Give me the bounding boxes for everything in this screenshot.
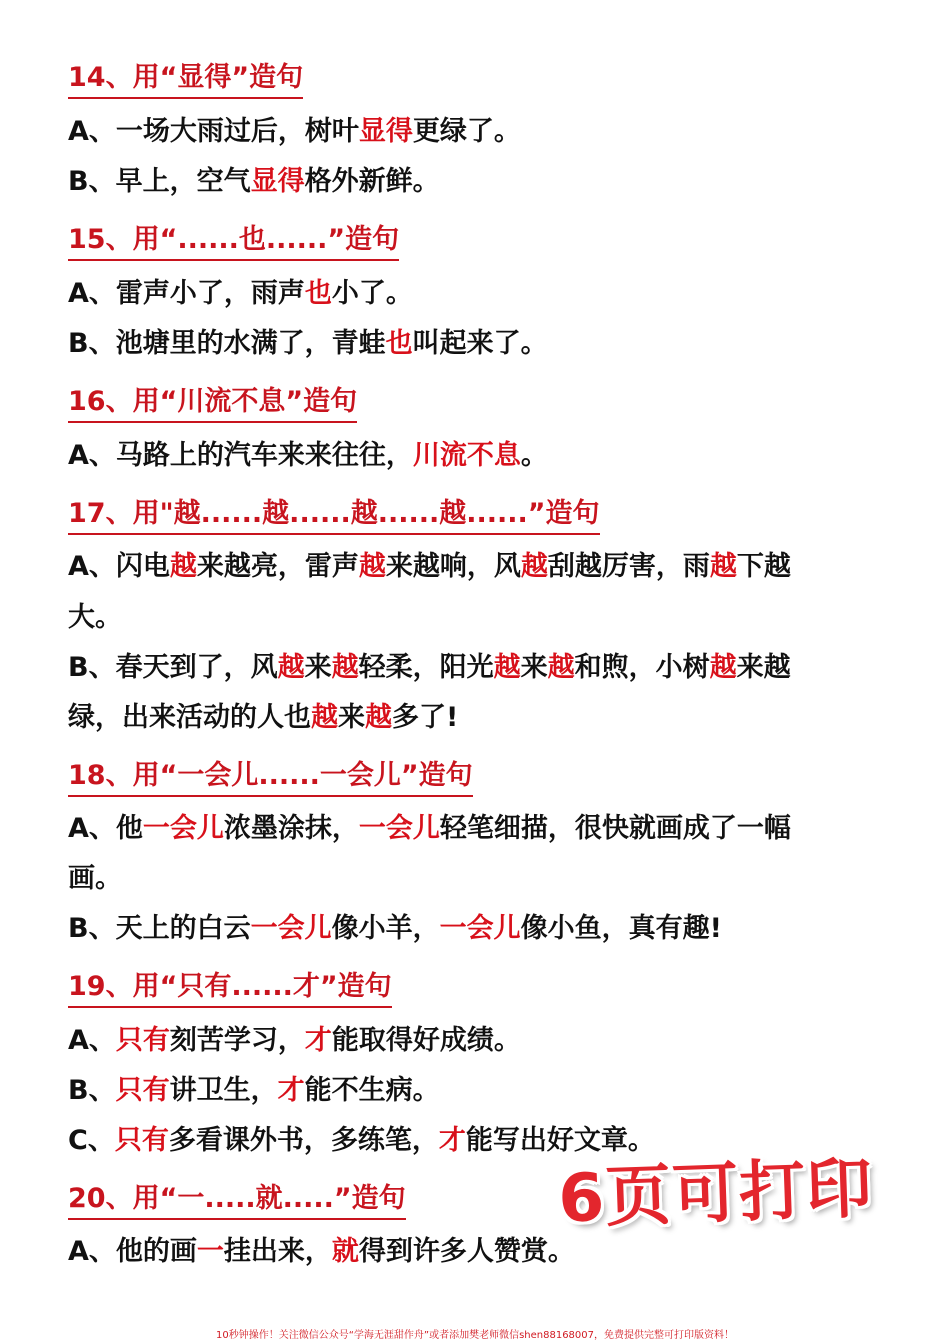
section-14-sentence-a: A、一场大雨过后，树叶显得更绿了。	[68, 116, 521, 147]
section-17-sentence-b-line2: 绿，出来活动的人也越来越多了!	[68, 702, 459, 733]
section-18-sentence-a-line1: A、他一会儿浓墨涂抹，一会儿轻笔细描，很快就画成了一幅	[68, 813, 791, 844]
section-19-sentence-c: C、只有多看课外书，多练笔，才能写出好文章。	[68, 1125, 655, 1156]
section-20-heading: 20、用“一.....就.....”造句	[68, 1183, 406, 1220]
section-18-sentence-b: B、天上的白云一会儿像小羊，一会儿像小鱼，真有趣!	[68, 913, 722, 944]
section-14-sentence-b: B、早上，空气显得格外新鲜。	[68, 166, 440, 197]
section-17-sentence-a-line1: A、闪电越来越亮，雷声越来越响，风越刮越厉害，雨越下越	[68, 551, 791, 582]
section-16-sentence-a: A、马路上的汽车来来往往，川流不息。	[68, 440, 548, 471]
section-17-sentence-b-line1: B、春天到了，风越来越轻柔，阳光越来越和煦，小树越来越	[68, 652, 791, 683]
section-17-sentence-a-line2: 大。	[68, 602, 122, 633]
section-18-sentence-a-line2: 画。	[68, 863, 122, 894]
section-18-heading: 18、用“一会儿......一会儿”造句	[68, 760, 473, 797]
section-19-heading: 19、用“只有......才”造句	[68, 971, 392, 1008]
section-20-sentence-a: A、他的画一挂出来，就得到许多人赞赏。	[68, 1236, 575, 1267]
section-15-sentence-b: B、池塘里的水满了，青蛙也叫起来了。	[68, 328, 548, 359]
section-14-heading: 14、用“显得”造句	[68, 62, 303, 99]
footer-note: 10秒钟操作！关注微信公众号“学海无涯甜作舟”或者添加樊老师微信shen88168007，免费提供完整可打印版资料！	[215, 1330, 735, 1341]
printable-pages-stamp: 6页可打印	[556, 1149, 875, 1238]
section-19-sentence-a: A、只有刻苦学习，才能取得好成绩。	[68, 1025, 521, 1056]
section-19-sentence-b: B、只有讲卫生，才能不生病。	[68, 1075, 440, 1106]
section-15-sentence-a: A、雷声小了，雨声也小了。	[68, 278, 413, 309]
section-16-heading: 16、用“川流不息”造句	[68, 386, 357, 423]
section-17-heading: 17、用"越......越......越......越......”造句	[68, 498, 600, 535]
section-15-heading: 15、用“......也......”造句	[68, 224, 399, 261]
